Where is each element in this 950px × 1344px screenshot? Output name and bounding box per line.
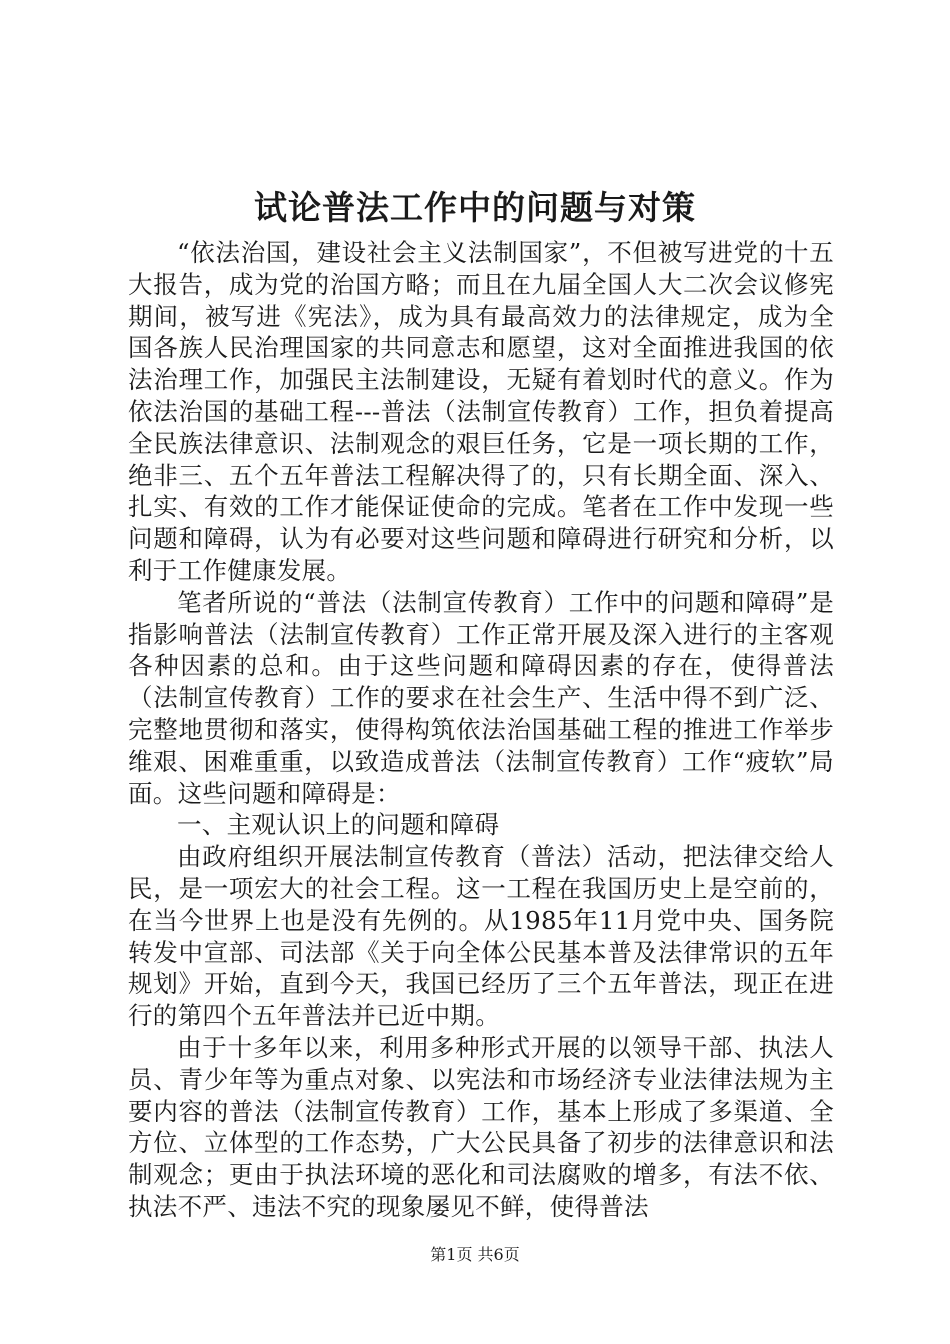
page-number-footer: 第1页 共6页 bbox=[430, 1245, 520, 1264]
document-title: 试论普法工作中的问题与对策 bbox=[254, 188, 696, 227]
document-body bbox=[128, 237, 834, 1223]
section-heading: 一、主观认识上的问题和障碍 bbox=[177, 810, 500, 840]
paragraph: 由政府组织开展法制宣传教育（普法）活动，把法律交给人民，是一项宏大的社会工程。这一工程在我国历史上是空前的，在当今世界上也是没有先例的。从1985年11月党中央、国务院转发中宣部、司法部《关于向全体公民基本普及法律常识的五年规划》开始，直到今天，我国已经历了三个五年普法，现正在进行的第四个五年普法并已近中期。 bbox=[128, 842, 834, 1031]
paragraph: 由于十多年以来，利用多种形式开展的以领导干部、执法人员、青少年等为重点对象、以宪法和市场经济专业法律法规为主要内容的普法（法制宣传教育）工作，基本上形成了多渠道、全方位、立体型的工作态势，广大公民具备了初步的法律意识和法制观念；更由于执法环境的恶化和司法腐败的增多，有法不依、执法不严、违法不究的现象屡见不鲜，使得普法 bbox=[128, 1032, 834, 1221]
paragraph: “依法治国，建设社会主义法制国家”，不但被写进党的十五大报告，成为党的治国方略；而且在九届全国人大二次会议修宪期间，被写进《宪法》，成为具有最高效力的法律规定，成为全国各族人民治理国家的共同意志和愿望，这对全面推进我国的依法治理工作，加强民主法制建设，无疑有着划时代的意义。作为依法治国的基础工程---普法（法制宣传教育）工作，担负着提高全民族法律意识、法制观念的艰巨任务，它是一项长期的工作，绝非三、五个五年普法工程解决得了的，只有长期全面、深入、扎实、有效的工作才能保证使命的完成。笔者在工作中发现一些问题和障碍，认为有必要对这些问题和障碍进行研究和分析，以利于工作健康发展。 bbox=[128, 238, 834, 585]
paragraph: 笔者所说的“普法（法制宣传教育）工作中的问题和障碍”是指影响普法（法制宣传教育）工作正常开展及深入进行的主客观各种因素的总和。由于这些问题和障碍因素的存在，使得普法（法制宣传教育）工作的要求在社会生产、生活中得不到广泛、完整地贯彻和落实，使得构筑依法治国基础工程的推进工作举步维艰、困难重重，以致造成普法（法制宣传教育）工作“疲软”局面。这些问题和障碍是： bbox=[128, 587, 834, 808]
